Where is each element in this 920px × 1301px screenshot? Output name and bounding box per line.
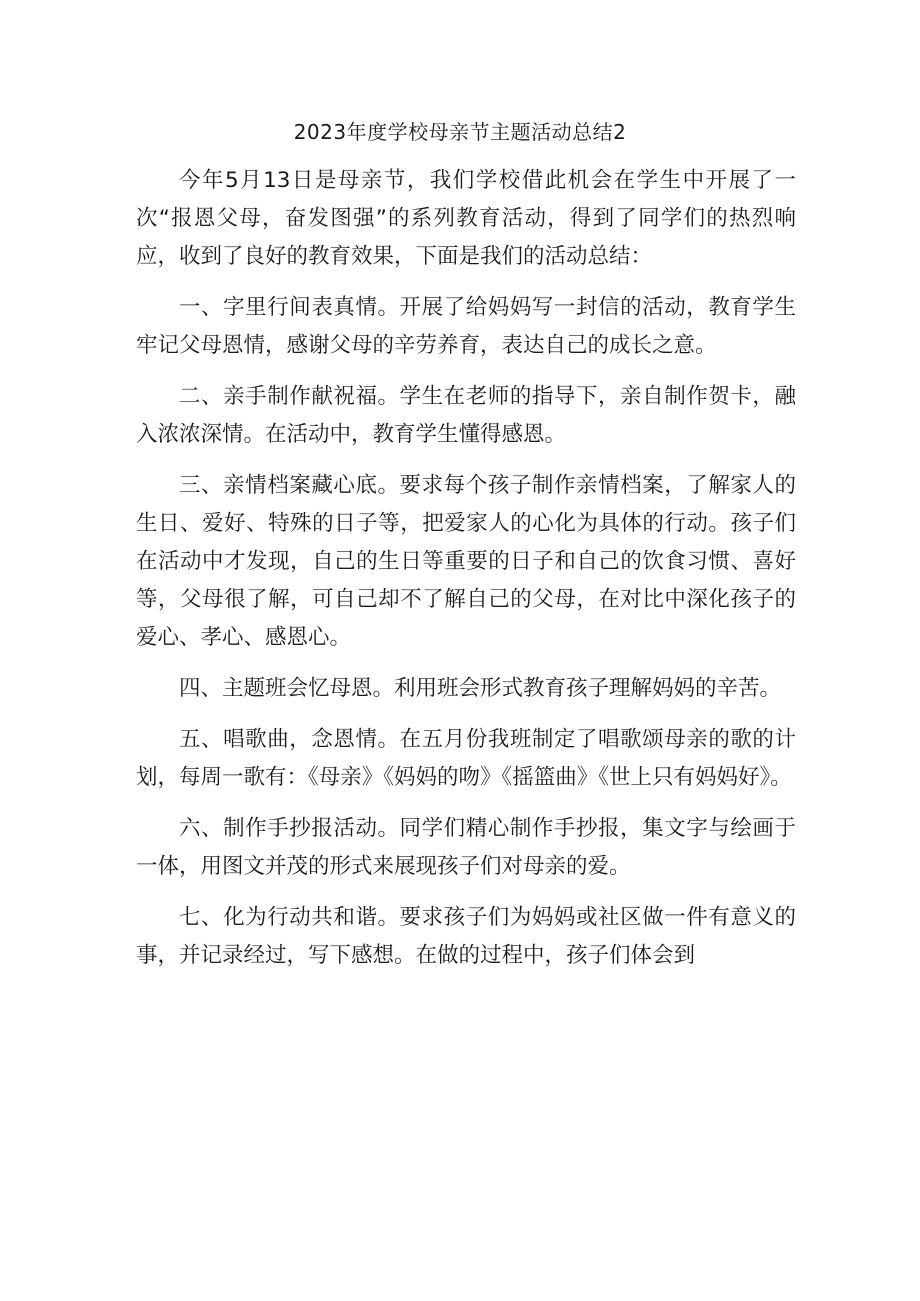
document-body [136,162,796,988]
paragraph-intro: 今年5月13日是母亲节，我们学校借此机会在学生中开展了一次“报恩父母，奋发图强”的系列教育活动，得到了同学们的热烈响应，收到了良好的教育效果，下面是我们的活动总结： [136,168,796,269]
paragraph-item-1: 一、字里行间表真情。开展了给妈妈写一封信的活动，教育学生牢记父母恩情，感谢父母的辛劳养育，表达自己的成长之意。 [136,295,796,358]
paragraph-item-2: 二、亲手制作献祝福。学生在老师的指导下，亲自制作贺卡，融入浓浓深情。在活动中，教育学生懂得感恩。 [136,384,796,447]
paragraph-item-7: 七、化为行动共和谐。要求孩子们为妈妈或社区做一件有意义的事，并记录经过，写下感想。在做的过程中，孩子们体会到 [136,905,796,968]
paragraph-item-3: 三、亲情档案藏心底。要求每个孩子制作亲情档案，了解家人的生日、爱好、特殊的日子等，把爱家人的心化为具体的行动。孩子们在活动中才发现，自己的生日等重要的日子和自己的饮食习惯、喜好等，父母很了解，可自己却不了解自己的父母，在对比中深化孩子的爱心、孝心、感恩心。 [136,473,796,650]
paragraph-item-4: 四、主题班会忆母恩。利用班会形式教育孩子理解妈妈的辛苦。 [179,676,782,701]
document-title: 2023年度学校母亲节主题活动总结2 [293,120,627,144]
paragraph-item-5: 五、唱歌曲，念恩情。在五月份我班制定了唱歌颂母亲的歌的计划，每周一歌有：《母亲》《妈妈的吻》《摇篮曲》《世上只有妈妈好》。 [136,727,796,790]
paragraph-item-6: 六、制作手抄报活动。同学们精心制作手抄报，集文字与绘画于一体，用图文并茂的形式来展现孩子们对母亲的爱。 [136,816,796,879]
